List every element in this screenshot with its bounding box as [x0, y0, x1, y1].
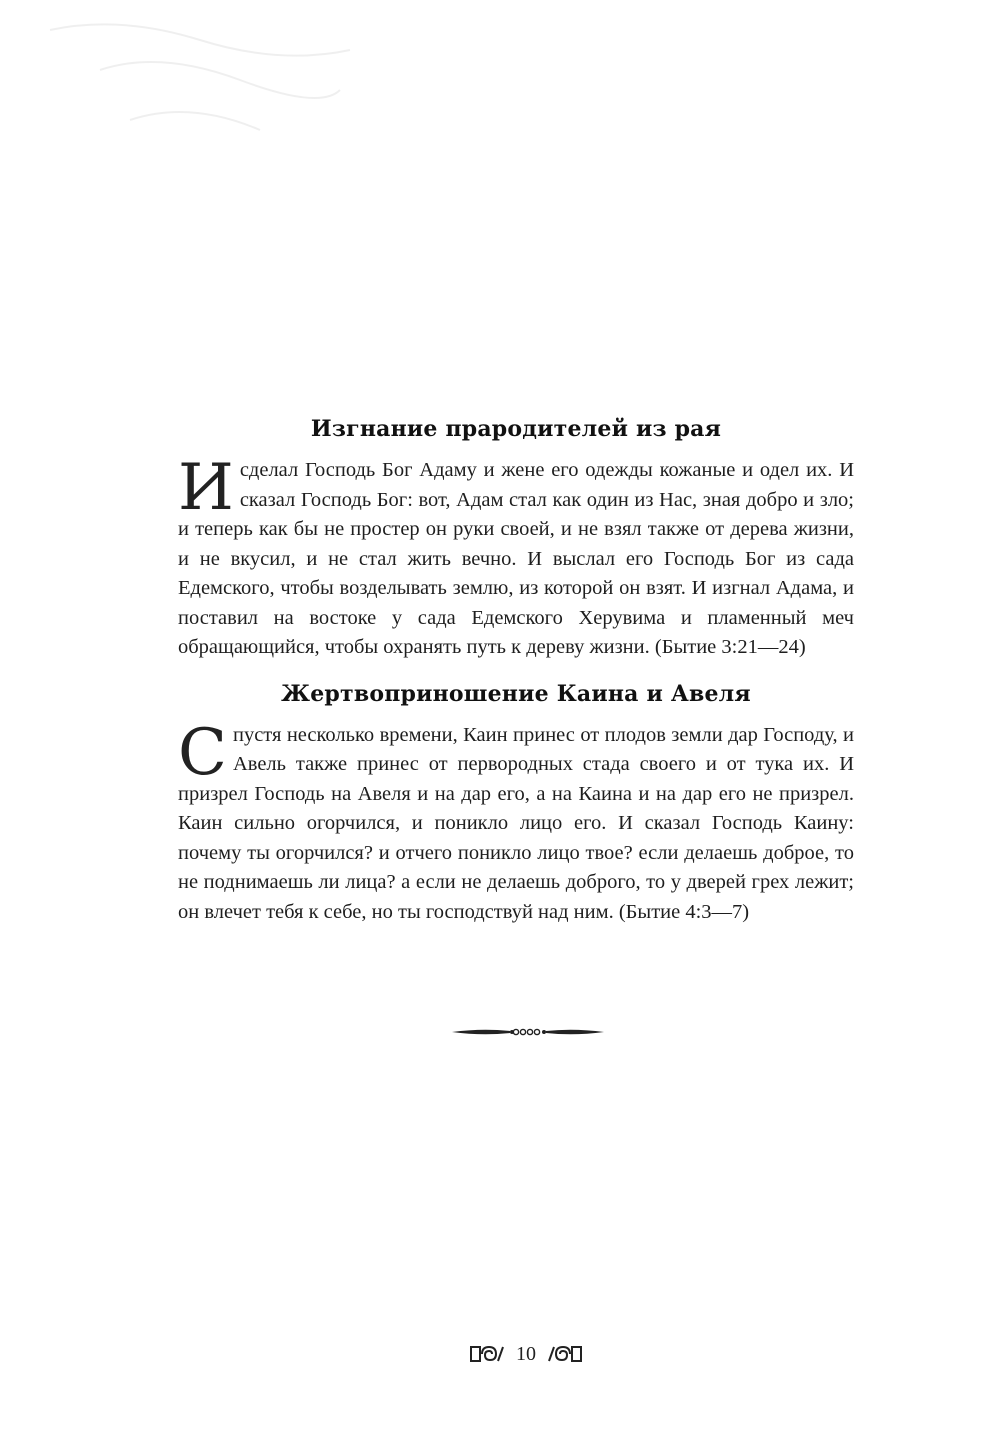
folio-ornament-right-icon	[548, 1344, 582, 1364]
divider-ornament	[452, 1024, 604, 1040]
folio	[470, 1340, 582, 1368]
section-expulsion	[178, 412, 854, 663]
section-text: пустя несколько времени, Каин принес от плодов земли дар Господу, и Авель также принес от первородных стада своего и от тука их. И призрел Господь на Авеля и на дар его, а на Каина и на дар его не призрел. Каин сильно огорчился, и поникло лицо его. И сказал Господь Каину: почему ты огорчился? и отчего поникло лицо твое? если делаешь доброе, то не поднимаешь ли лица? а если не делаешь доброго, то у дверей грех лежит; он влечет тебя к себе, но ты господствуй над ним. (Бытие 4:3—7)	[178, 723, 854, 923]
section-title: Изгнание прародителей из рая	[310, 416, 722, 442]
folio-ornament-left-icon	[470, 1344, 504, 1364]
section-body	[178, 715, 854, 928]
section-body	[178, 451, 854, 663]
section-sacrifice	[178, 677, 854, 928]
show-through-illustration	[40, 10, 360, 180]
page-number: 10	[516, 1342, 536, 1365]
drop-cap: И	[178, 451, 234, 525]
section-text: сделал Господь Бог Адаму и жене его одежды кожаные и одел их. И сказал Господь Бог: вот, Адам стал как один из Нас, зная добро и зло; и теперь как бы не простер он руки своей, и не взял также от дерева жизни, и не вкусил, и не стал жить вечно. И выслал его Господь Бог из сада Едемского, чтобы возделывать землю, из которой он взят. И изгнал Адама, и поставил на востоке у сада Едемского Херувима и пламенный меч обращающийся, чтобы охранять путь к дереву жизни. (Бытие 3:21—24)	[178, 459, 854, 658]
section-title: Жертвоприношение Каина и Авеля	[281, 680, 751, 707]
drop-cap: С	[178, 715, 227, 790]
text-column	[178, 412, 854, 927]
